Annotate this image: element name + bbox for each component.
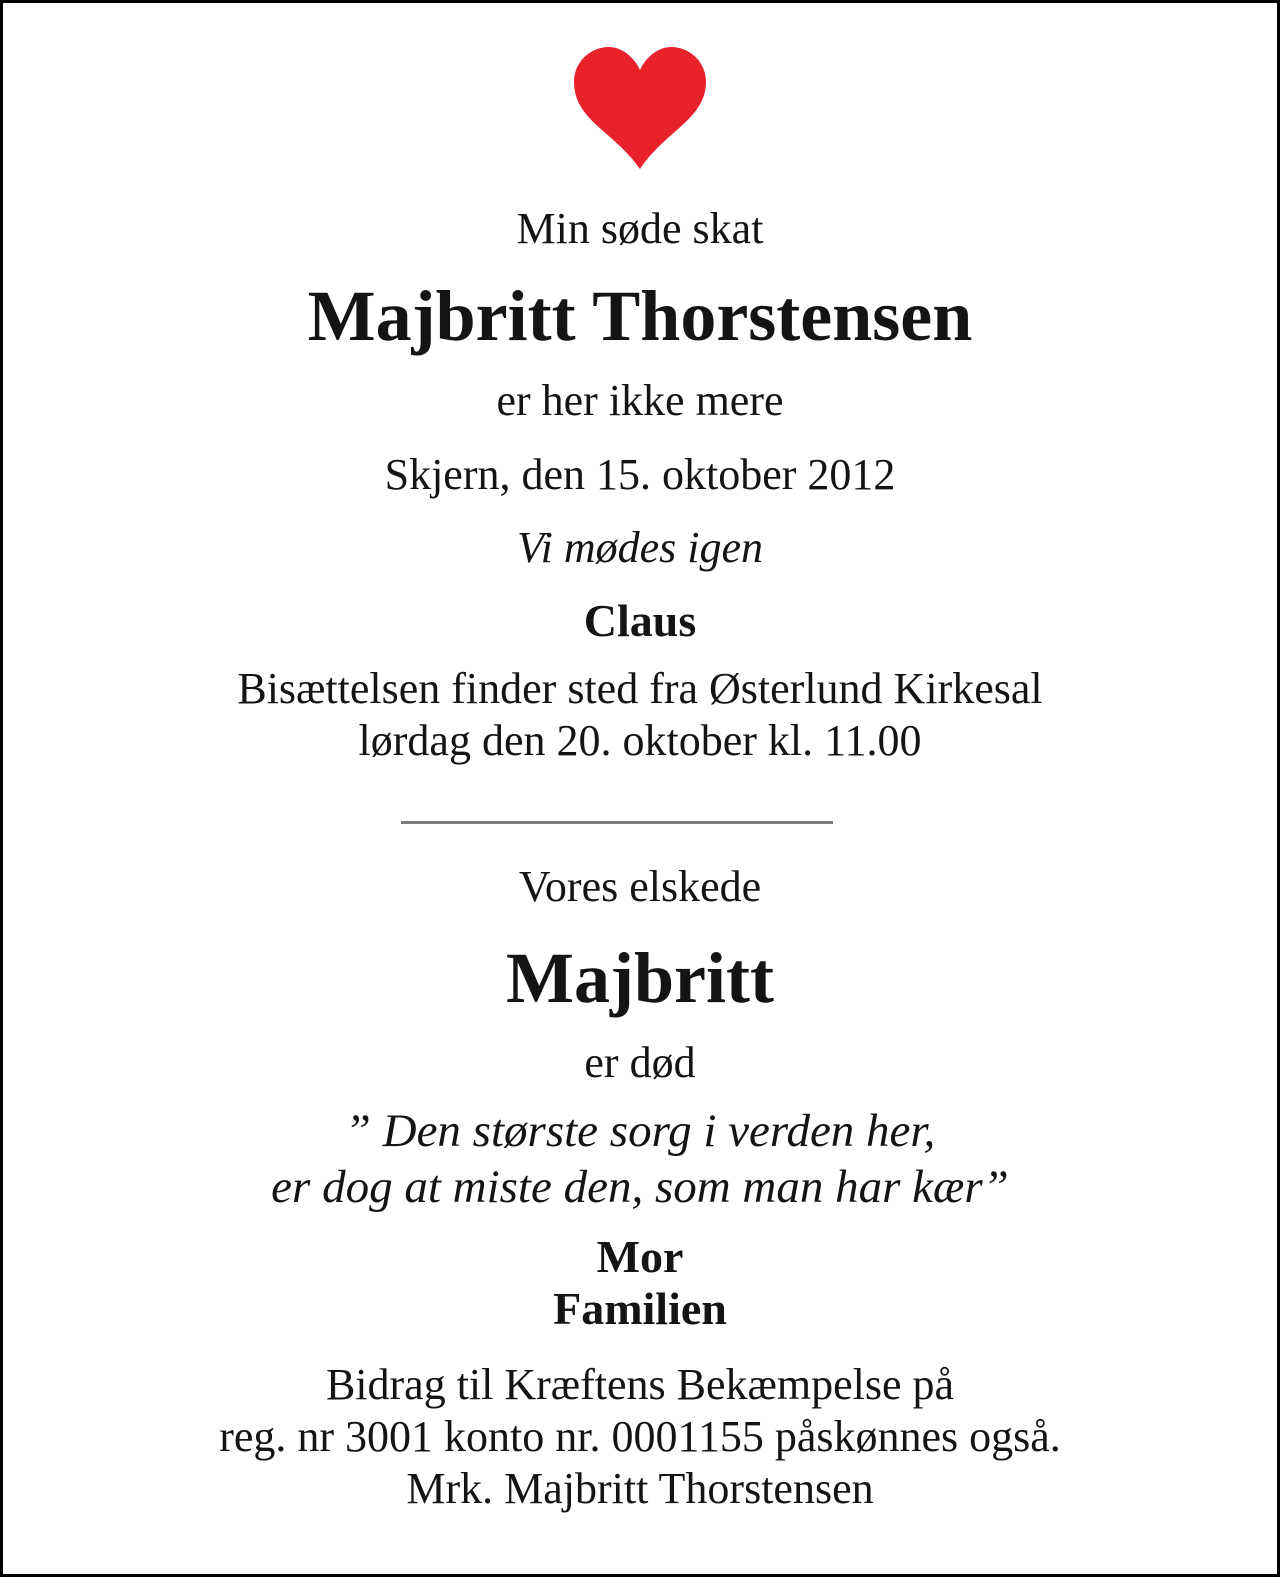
donation-info xyxy=(3,1359,1277,1515)
preamble-top: Min søde skat xyxy=(516,204,764,253)
donation-line-2: reg. nr 3001 konto nr. 0001155 påskønnes også. xyxy=(219,1412,1061,1461)
signatures-bottom xyxy=(3,1231,1277,1335)
deceased-name-short: Majbritt xyxy=(506,938,774,1018)
quote-line-2: er dog at miste den, som man har kær” xyxy=(271,1161,1009,1213)
statement-top: er her ikke mere xyxy=(496,376,784,425)
donation-line-3: Mrk. Majbritt Thorstensen xyxy=(406,1464,874,1513)
memorial-quote xyxy=(3,1103,1277,1215)
heart-icon xyxy=(574,47,706,169)
preamble-bottom: Vores elskede xyxy=(518,862,762,911)
quote-line-1: ” Den største sorg i verden her, xyxy=(344,1105,936,1157)
heart-shape xyxy=(574,47,706,169)
ceremony-info xyxy=(3,663,1277,767)
farewell-phrase: Vi mødes igen xyxy=(516,523,764,572)
ceremony-line-2: lørdag den 20. oktober kl. 11.00 xyxy=(358,716,922,765)
statement-bottom: er død xyxy=(584,1038,696,1087)
signature-mother: Mor xyxy=(596,1231,684,1282)
place-and-date: Skjern, den 15. oktober 2012 xyxy=(384,450,896,499)
deceased-name-full: Majbritt Thorstensen xyxy=(307,276,973,356)
signature-top: Claus xyxy=(583,595,697,646)
section-divider xyxy=(401,821,833,824)
donation-line-1: Bidrag til Kræftens Bekæmpelse på xyxy=(325,1360,955,1409)
signature-family: Familien xyxy=(553,1283,727,1334)
ceremony-line-1: Bisættelsen finder sted fra Østerlund Kirkesal xyxy=(237,664,1043,713)
